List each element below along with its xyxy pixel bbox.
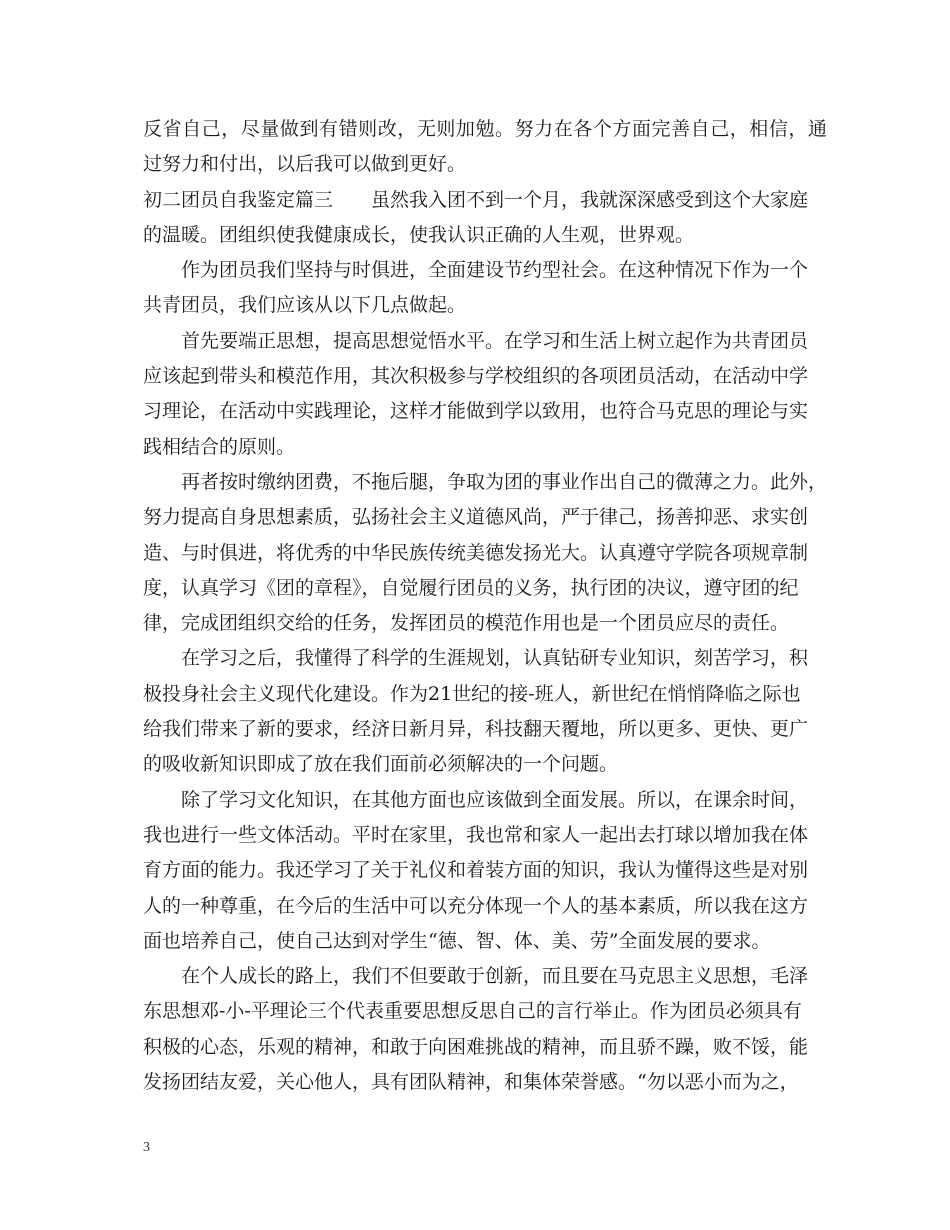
text-line: 人的一种尊重，在今后的生活中可以充分体现一个人的基本素质，所以我在这方	[143, 894, 809, 917]
text-line: 育方面的能力。我还学习了关于礼仪和着装方面的知识，我认为懂得这些是对别	[143, 859, 809, 882]
text-line: 应该起到带头和模范作用，其次积极参与学校组织的各项团员活动，在活动中学	[143, 365, 809, 388]
text-line: 积极的心态，乐观的精神，和敢于向困难挑战的精神，而且骄不躁，败不馁，能	[143, 1035, 809, 1058]
text-line: 共青团员，我们应该从以下几点做起。	[143, 294, 467, 317]
text-line: 度，认真学习《团的章程》，自觉履行团员的义务，执行团的决议，遵守团的纪	[143, 576, 799, 599]
document-body	[143, 112, 827, 1100]
text-line: 反省自己，尽量做到有错则改，无则加勉。努力在各个方面完善自己，相信，通	[143, 118, 827, 140]
text-line: 造、与时俱进，将优秀的中华民族传统美德发扬光大。认真遵守学院各项规章制	[143, 541, 809, 564]
text-line: 过努力和付出，以后我可以做到更好。	[143, 153, 467, 176]
text-line: 极投身社会主义现代化建设。作为21世纪的接-班人，新世纪在悄悄降临之际也	[143, 682, 801, 705]
text-line: 首先要端正思想，提高思想觉悟水平。在学习和生活上树立起作为共青团员	[181, 329, 809, 352]
text-span: 虽然我入团不到一个月，我就深深感受到这个大家庭	[371, 188, 809, 211]
text-line: 作为团员我们坚持与时俱进，全面建设节约型社会。在这种情况下作为一个	[181, 259, 809, 282]
text-line: 践相结合的原则。	[143, 435, 296, 458]
text-line: 除了学习文化知识，在其他方面也应该做到全面发展。所以，在课余时间，	[181, 788, 809, 811]
text-line: 在学习之后，我懂得了科学的生涯规划，认真钻研专业知识，刻苦学习，积	[181, 647, 809, 670]
text-line: 面也培养自己，使自己达到对学生“德、智、体、美、劳”全面发展的要求。	[143, 929, 771, 952]
text-line: 给我们带来了新的要求，经济日新月异，科技翻天覆地，所以更多、更快、更广	[143, 718, 809, 741]
text-line: 的温暖。团组织使我健康成长，使我认识正确的人生观，世界观。	[143, 223, 695, 246]
text-line: 东思想邓-小-平理论三个代表重要思想反思自己的言行举止。作为团员必须具有	[143, 1000, 802, 1023]
section-heading: 初二团员自我鉴定篇三	[143, 188, 334, 211]
text-line: 律，完成团组织交给的任务，发挥团员的模范作用也是一个团员应尽的责任。	[143, 612, 790, 635]
text-line: 发扬团结友爱，关心他人，具有团队精神，和集体荣誉感。“勿以恶小而为之，	[143, 1071, 799, 1094]
page-number: 3	[143, 1140, 150, 1155]
text-line: 再者按时缴纳团费，不拖后腿，争取为团的事业作出自己的微薄之力。此外，	[181, 470, 828, 493]
text-line: 在个人成长的路上，我们不但要敢于创新，而且要在马克思主义思想，毛泽	[181, 965, 809, 988]
text-line: 努力提高自身思想素质，弘扬社会主义道德风尚，严于律己，扬善抑恶、求实创	[143, 506, 809, 529]
section-heading-line	[143, 183, 827, 218]
text-line: 习理论，在活动中实践理论，这样才能做到学以致用，也符合马克思的理论与实	[143, 400, 809, 423]
text-line: 我也进行一些文体活动。平时在家里，我也常和家人一起出去打球以增加我在体	[143, 823, 809, 846]
text-line: 的吸收新知识即成了放在我们面前必须解决的一个问题。	[143, 753, 619, 776]
